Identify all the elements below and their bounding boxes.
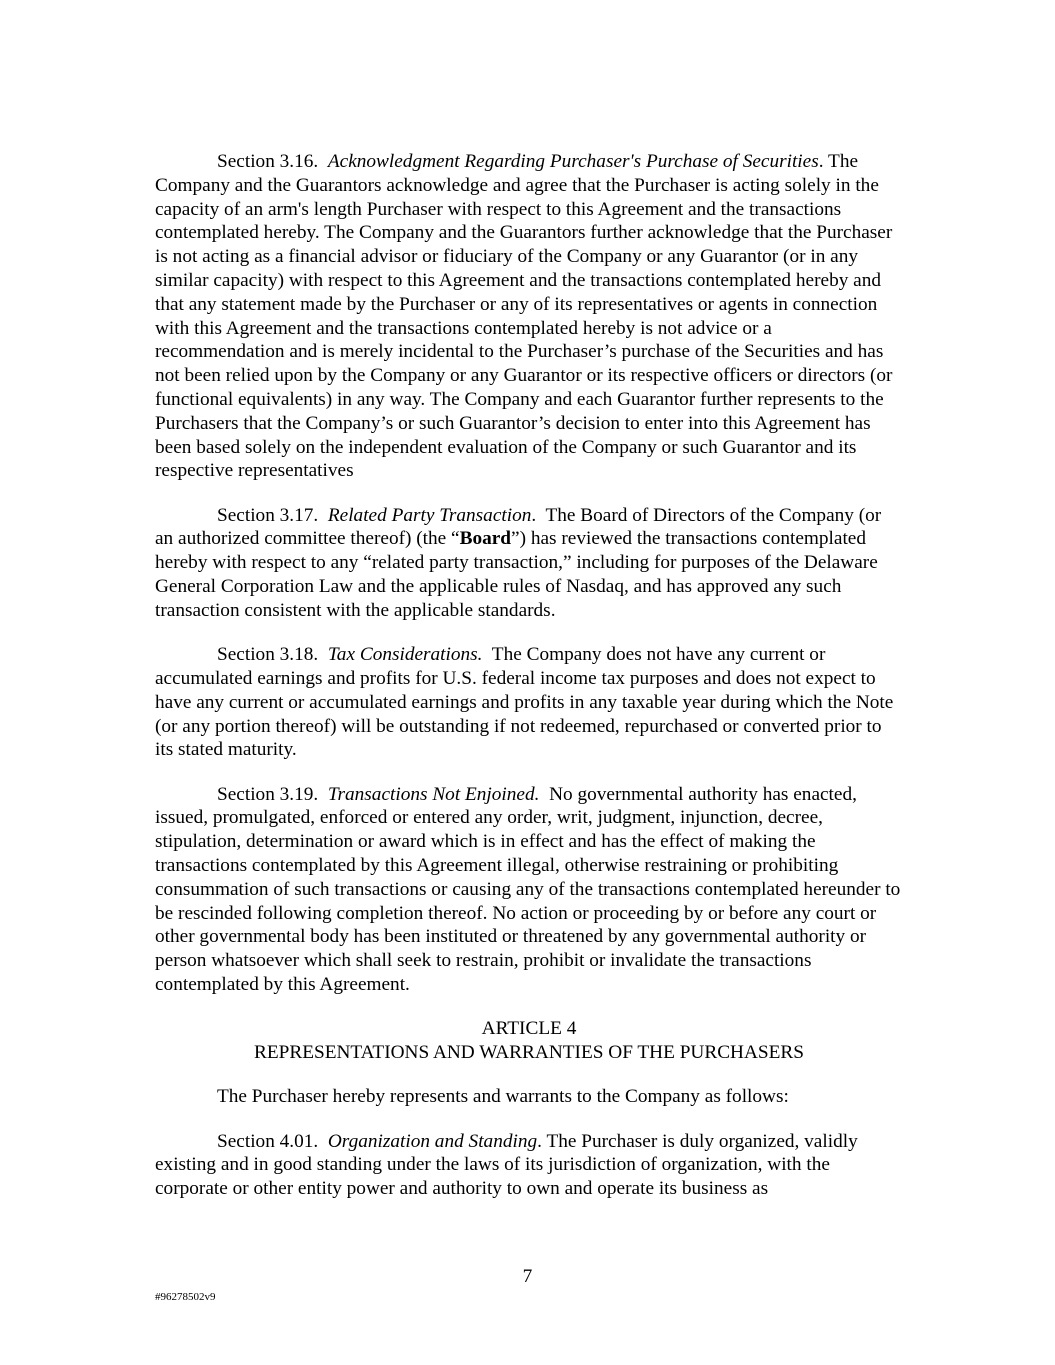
section-title: Transactions Not Enjoined. [327, 783, 540, 805]
article-intro: The Purchaser hereby represents and warrants to the Company as follows: [217, 1086, 789, 1108]
section-label: Section 4.01. [217, 1130, 319, 1152]
document-id: #96278502v9 [155, 1291, 216, 1303]
page-number: 7 [522, 1266, 533, 1287]
section-body: The Company does not have any current or accumulated earnings and profits for U.S. federal income tax purposes and does not expect to have any current or accumulated earnings and profits in any taxable year during which the Note (or any portion thereof) will be outstanding if not redeemed, repurchased or converted prior to its stated maturity. [155, 644, 894, 761]
section-3-19 [155, 783, 903, 997]
section-body: The Board of Directors of the Company (or an authorized committee thereof) (the “ [155, 504, 882, 550]
section-body: The Purchaser is duly organized, validly existing and in good standing under the laws of its jurisdiction of organization, with the corporate or other entity power and authority to own and operate its business as [155, 1130, 858, 1200]
section-4-01: Section 4.01. Organization and Standing. The Purchaser is duly organized, validly existing and in good standing under the laws of its jurisdiction of organization, with the corporate or other entity power and authority to own and operate its business as [155, 1130, 858, 1200]
section-body: The Company and the Guarantors acknowledge and agree that the Purchaser is acting solely in the capacity of an arm's length Purchaser with respect to this Agreement and the transactions contemplated hereby. The Company and the Guarantors further acknowledge that the Purchaser is not acting as a financial advisor or fiduciary of the Company or any Guarantor (or in any similar capacity) with respect to this Agreement and the transactions contemplated hereby and that any statement made by the Purchaser or any of its representatives or agents in connection with this Agreement and the transactions contemplated hereby is not advice or a recommendation and is merely incidental to the Purchaser’s purchase of the Securities and has not been relied upon by the Company or any Guarantor or its respective officers or directors (or functional equivalents) in any way. The Company and each Guarantor further represents to the Purchasers that the Company’s or such Guarantor’s decision to enter into this Agreement has been based solely on the independent evaluation of the Company or such Guarantor and its respective representatives [155, 151, 893, 482]
article-number: ARTICLE 4 [481, 1018, 577, 1040]
section-3-16: Section 3.16. Acknowledgment Regarding Purchaser's Purchase of Securities. The Company and the Guarantors acknowledge and agree that the Purchaser is acting solely in the capacity of an arm's length Purchaser with respect to this Agreement and the transactions contemplated hereby. The Company and the Guarantors further acknowledge that the Purchaser is not acting as a financial advisor or fiduciary of the Company or any Guarantor (or in any similar capacity) with respect to this Agreement and the transactions contemplated hereby and that any statement made by the Purchaser or any of its representatives or agents in connection with this Agreement and the transactions contemplated hereby is not advice or a recommendation and is merely incidental to the Purchaser’s purchase of the Securities and has not been relied upon by the Company or any Guarantor or its respective officers or directors (or functional equivalents) in any way. The Company and each Guarantor further represents to the Purchasers that the Company’s or such Guarantor’s decision to enter into this Agreement has been based solely on the independent evaluation of the Company or such Guarantor and its respective representatives [155, 151, 893, 482]
article-title: REPRESENTATIONS AND WARRANTIES OF THE PURCHASERS [253, 1042, 804, 1064]
section-title: Acknowledgment Regarding Purchaser's Purchase of Securities [327, 151, 819, 172]
article-heading [155, 1017, 903, 1065]
defined-term: Board [459, 528, 512, 550]
section-label: Section 3.17. [217, 504, 319, 526]
document-body [155, 150, 903, 1222]
section-label: Section 3.16. [217, 151, 319, 172]
section-label: Section 3.19. [217, 783, 319, 805]
section-title: Organization and Standing [327, 1130, 538, 1152]
section-3-18 [155, 643, 903, 762]
section-title: Related Party Transaction [327, 504, 532, 526]
section-label: Section 3.18. [217, 644, 319, 666]
section-body: No governmental authority has enacted, issued, promulgated, enforced or entered any order, writ, judgment, injunction, decree, stipulation, determination or award which is in effect and has the effect of making the transactions contemplated by this Agreement illegal, otherwise restraining or prohibiting consummation of such transactions or causing any of the transactions contemplated hereunder to be rescinded following completion thereof. No action or proceeding by or before any court or other governmental body has been instituted or threatened by any governmental authority or person whatsoever which shall seek to restrain, prohibit or invalidate the transactions contemplated by this Agreement. [155, 783, 901, 995]
section-3-17: Section 3.17. Related Party Transaction. The Board of Directors of the Company (or an authorized committee thereof) (the “Board”) has reviewed the transactions contemplated hereby with respect to any “related party transaction,” including for purposes of the Delaware General Corporation Law and the applicable rules of Nasdaq, and has approved any such transaction consistent with the applicable standards. [155, 504, 882, 621]
section-title: Tax Considerations. [327, 644, 483, 666]
